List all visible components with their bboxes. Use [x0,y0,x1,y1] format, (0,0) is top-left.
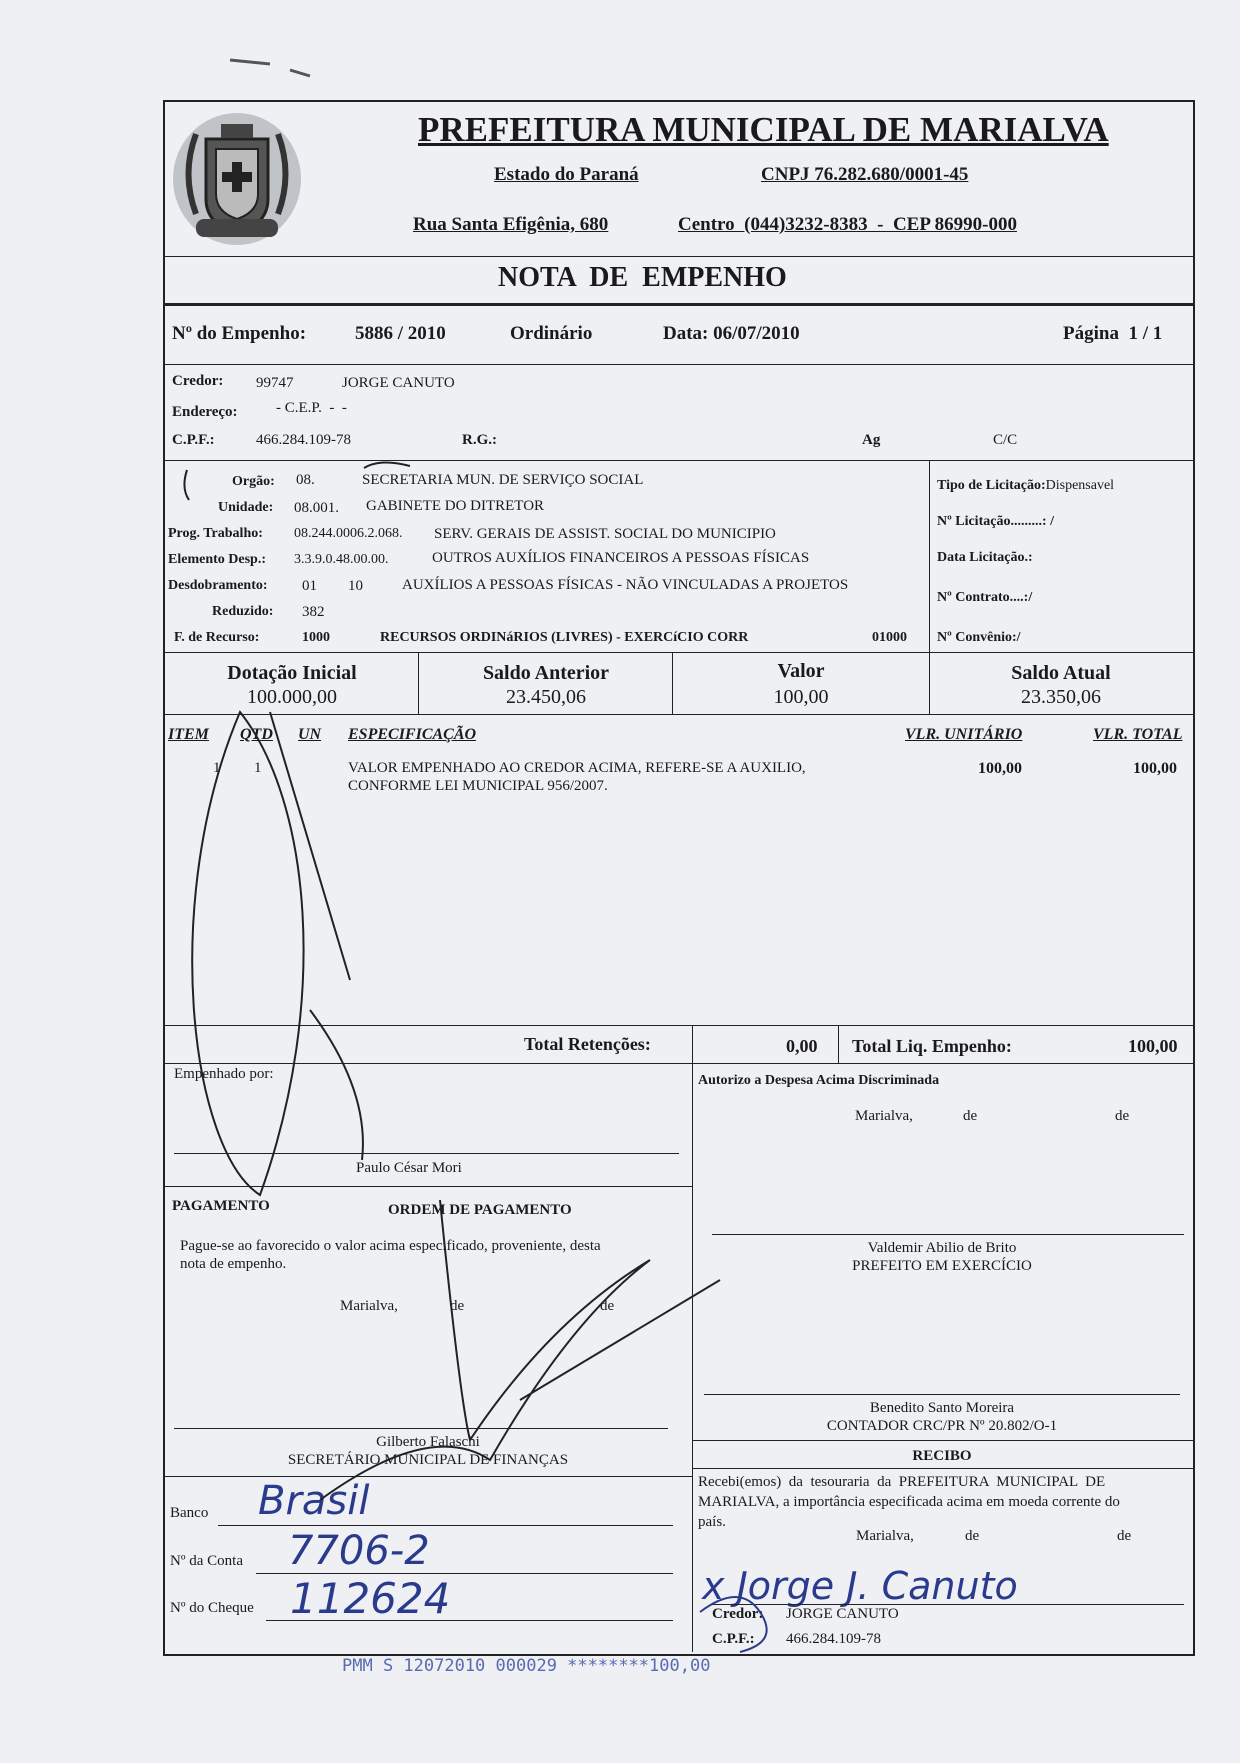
secretario-title: SECRETÁRIO MUNICIPAL DE FINANÇAS [287,1452,569,1468]
col-espec: ESPECIFICAÇÃO [348,726,477,743]
conta-handwritten: 7706-2 [288,1528,430,1574]
pagamento-de-2: de [600,1298,615,1314]
cc-label: C/C [993,432,1018,448]
desdobramento-b: 10 [348,578,363,594]
recurso-name: RECURSOS ORDINáRIOS (LIVRES) - EXERCíCIO CORR [380,630,749,645]
page-number: Página 1 / 1 [1063,323,1163,344]
prefeito-name: Valdemir Abilio de Brito [867,1240,1017,1256]
retencoes-label: Total Retenções: [524,1034,651,1054]
col-vlr-unit: VLR. UNITÁRIO [905,726,1023,743]
ordem-pagamento-label: ORDEM DE PAGAMENTO [388,1202,572,1218]
reduzido-value: 382 [302,604,325,620]
item-espec-line-2: CONFORME LEI MUNICIPAL 956/2007. [348,778,608,794]
elemento-label: Elemento Desp.: [168,552,266,567]
saldo-anterior-value: 23.450,06 [506,686,586,708]
orgao-code: 08. [296,472,315,488]
licitacao-type-label: Tipo de Licitação:Dispensavel [937,478,1115,493]
retencoes-value: 0,00 [786,1036,818,1056]
saldo-dotacao-label: Dotação Inicial [227,662,357,684]
recibo-local: Marialva, [856,1528,914,1544]
licitacao-date: Data Licitação.: [937,550,1033,565]
bank-stamp: PMM S 12072010 000029 ********100,00 [342,1656,711,1676]
prog-label: Prog. Trabalho: [168,526,263,541]
recibo-text-2: MARIALVA, a importância especificada acima em moeda corrente do [698,1494,1120,1510]
empenhado-label: Empenhado por: [174,1066,274,1082]
header-state: Estado do Paraná [494,164,639,185]
unidade-name: GABINETE DO DITRETOR [366,498,545,514]
recurso-code: 1000 [302,630,330,645]
credor-code: 99747 [256,375,294,391]
pagamento-de-1: de [450,1298,465,1314]
valor-label: Valor [777,660,825,682]
recibo-text-3: país. [698,1514,726,1530]
empenho-type: Ordinário [510,323,593,344]
saldo-anterior-label: Saldo Anterior [482,662,610,684]
desdobramento-label: Desdobramento: [168,578,268,593]
credor-signature: x Jorge J. Canuto [702,1564,1018,1608]
saldo-dotacao-value: 100.000,00 [247,686,337,708]
item-number: 1 [213,760,221,776]
pagamento-label: PAGAMENTO [172,1198,270,1214]
prog-code: 08.244.0006.2.068. [294,526,403,541]
banco-label: Banco [170,1505,209,1521]
empenho-date: Data: 06/07/2010 [663,323,800,344]
liquido-value: 100,00 [1128,1036,1178,1056]
recibo-label: RECIBO [912,1448,972,1464]
item-vlr-unit: 100,00 [978,760,1022,777]
recibo-text-1: Recebi(emos) da tesouraria da PREFEITURA MUNICIPAL DE [698,1474,1106,1490]
desdobramento-name: AUXÍLIOS A PESSOAS FÍSICAS - NÃO VINCULADAS A PROJETOS [402,577,849,593]
endereco-label: Endereço: [172,404,238,420]
rg-label: R.G.: [462,432,497,448]
cheque-label: Nº do Cheque [170,1600,254,1616]
convenio: Nº Convênio:/ [937,630,1021,645]
orgao-label: Orgão: [232,474,275,489]
col-un: UN [298,726,322,743]
recibo-de-1: de [965,1528,980,1544]
item-vlr-total: 100,00 [1133,760,1177,777]
col-vlr-total: VLR. TOTAL [1093,726,1183,743]
header-address: Rua Santa Efigênia, 680 [413,214,609,235]
col-qtd: QTD [240,726,273,743]
cheque-handwritten: 112624 [290,1574,451,1623]
pagamento-local: Marialva, [340,1298,398,1314]
valor-value: 100,00 [773,686,829,708]
header-contact: Centro (044)3232-8383 - CEP 86990-000 [678,214,1017,235]
cpf-label: C.P.F.: [172,432,215,448]
cpf-value: 466.284.109-78 [256,432,351,448]
recibo-cpf-label: C.P.F.: [712,1631,755,1647]
empenhado-name: Paulo César Mori [356,1160,462,1176]
recurso-label: F. de Recurso: [174,630,260,645]
elemento-name: OUTROS AUXÍLIOS FINANCEIROS A PESSOAS FÍSICAS [432,550,810,566]
col-item: ITEM [168,726,209,743]
ag-label: Ag [862,432,881,448]
doc-title: NOTA DE EMPENHO [498,262,787,293]
saldo-atual-label: Saldo Atual [1011,662,1111,684]
pagamento-text-1: Pague-se ao favorecido o valor acima especificado, proveniente, desta [180,1238,601,1254]
autorizo-de-1: de [963,1108,978,1124]
banco-handwritten: Brasil [258,1478,370,1524]
desdobramento-a: 01 [302,578,317,594]
prog-name: SERV. GERAIS DE ASSIST. SOCIAL DO MUNICIPIO [434,526,776,542]
recibo-credor-label: Credor: [712,1606,764,1622]
contador-name: Benedito Santo Moreira [869,1400,1015,1416]
recibo-de-2: de [1117,1528,1132,1544]
pagamento-text-2: nota de empenho. [180,1256,287,1272]
recibo-cpf-value: 466.284.109-78 [786,1631,881,1647]
prefeito-title: PREFEITO EM EXERCÍCIO [852,1258,1032,1274]
recibo-credor-name: JORGE CANUTO [786,1606,899,1622]
credor-label: Credor: [172,373,224,389]
reduzido-label: Reduzido: [212,604,274,619]
autorizo-local: Marialva, [855,1108,913,1124]
endereco-value: - C.E.P. - - [276,400,347,416]
empenho-number: 5886 / 2010 [355,323,446,344]
item-qtd: 1 [254,760,262,776]
licitacao-number: Nº Licitação.........: / [937,514,1054,529]
contador-title: CONTADOR CRC/PR Nº 20.802/O-1 [826,1418,1058,1434]
unidade-label: Unidade: [218,500,274,515]
header-cnpj: CNPJ 76.282.680/0001-45 [761,164,969,185]
header-title: PREFEITURA MUNICIPAL DE MARIALVA [418,110,1109,149]
item-espec-line-1: VALOR EMPENHADO AO CREDOR ACIMA, REFERE-SE A AUXILIO, [348,760,806,776]
orgao-name: SECRETARIA MUN. DE SERVIÇO SOCIAL [362,472,644,488]
conta-label: Nº da Conta [170,1553,243,1569]
autorizo-label: Autorizo a Despesa Acima Discriminada [698,1073,940,1088]
empenho-number-label: Nº do Empenho: [172,323,307,344]
credor-name: JORGE CANUTO [342,375,455,391]
contrato: Nº Contrato....:/ [937,590,1033,605]
recurso-number: 01000 [872,630,907,645]
saldo-atual-value: 23.350,06 [1021,686,1101,708]
elemento-code: 3.3.9.0.48.00.00. [294,552,389,567]
secretario-name: Gilberto Falaschi [376,1434,480,1450]
liquido-label: Total Liq. Empenho: [852,1036,1012,1056]
autorizo-de-2: de [1115,1108,1130,1124]
coat-of-arms-logo [166,104,308,254]
unidade-code: 08.001. [294,500,339,516]
